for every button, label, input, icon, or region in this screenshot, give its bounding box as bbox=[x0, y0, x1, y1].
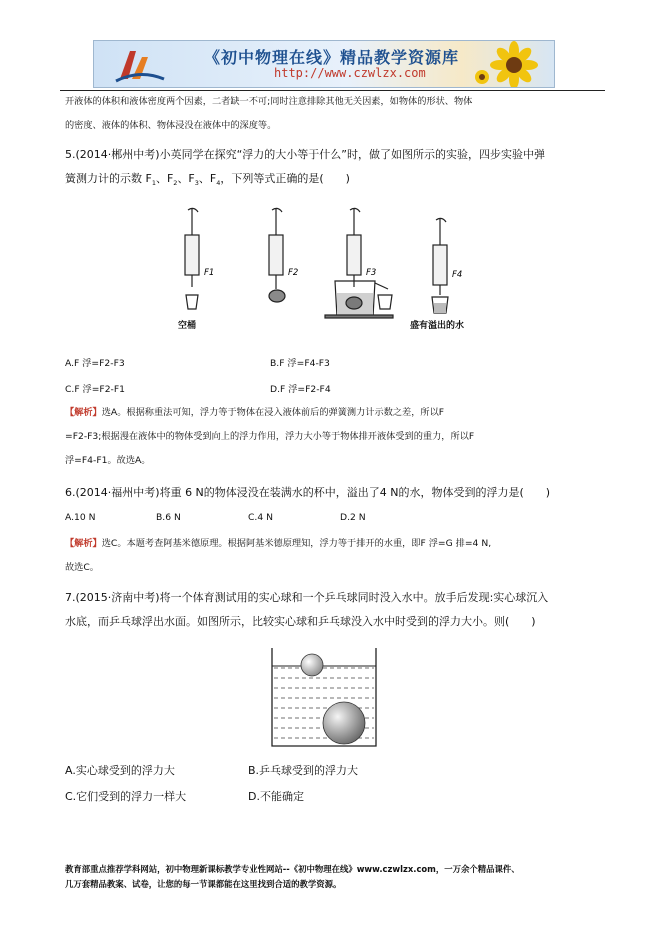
f1-label: F1 bbox=[204, 268, 215, 278]
q5-line-1: 5.(2014·郴州中考)小英同学在探究“浮力的大小等于什么”时，做了如图所示的实验，四步实验中弹 bbox=[65, 148, 545, 161]
q6-analysis-line-2: 故选C。 bbox=[65, 562, 99, 573]
q5-analysis-line-3: 浮=F4-F1。故选A。 bbox=[65, 455, 151, 466]
intro-line-1: 开液体的体积和液体密度两个因素，二者缺一不可;同时注意排除其他无关因素，如物体的形状、物体 bbox=[65, 96, 473, 107]
q6-option-b: B.6 N bbox=[156, 512, 181, 523]
caption-empty-bucket: 空桶 bbox=[178, 321, 197, 331]
q6-option-c: C.4 N bbox=[248, 512, 273, 523]
q6-analysis-line-1: 【解析】选C。本题考查阿基米德原理。根据阿基米德原理知，浮力等于排开的水重，即F 浮=G 排=4 N, bbox=[65, 538, 492, 549]
site-logo-icon bbox=[114, 45, 166, 83]
q5-option-b: B.F 浮=F4-F3 bbox=[270, 358, 330, 369]
q6-option-a: A.10 N bbox=[65, 512, 96, 523]
q7-option-b: B.乒乓球受到的浮力大 bbox=[248, 764, 359, 777]
q5-analysis-line-1: 【解析】选A。根据称重法可知，浮力等于物体在浸入液体前后的弹簧测力计示数之差，所以F bbox=[65, 407, 445, 418]
footer-line-2: 几万套精品教案、试卷，让您的每一节课都能在这里找到合适的教学资源。 bbox=[65, 879, 342, 889]
intro-line-2: 的密度、液体的体积、物体浸没在液体中的深度等。 bbox=[65, 120, 277, 131]
q6-line-1: 6.(2014·福州中考)将重 6 N的物体浸没在装满水的杯中，溢出了4 N的水，物体受到的浮力是( ) bbox=[65, 486, 551, 499]
header-banner bbox=[93, 40, 555, 88]
q7-option-c: C.它们受到的浮力一样大 bbox=[65, 790, 187, 803]
footer-line-1: 教育部重点推荐学科网站，初中物理新课标教学专业性网站--《初中物理在线》www.czwlzx.com，一万余个精品课件、 bbox=[65, 864, 520, 874]
q5-analysis-line-2: =F2-F3;根据漫在液体中的物体受到向上的浮力作用，浮力大小等于物体排开液体受到的重力，所以F bbox=[65, 431, 475, 442]
ping-pong-ball bbox=[301, 654, 323, 676]
q7-option-a: A.实心球受到的浮力大 bbox=[65, 764, 175, 777]
q5-line-2: 簧测力计的示数 $F_1$、$F_2$、$F_3$、$F_4$，下列等式正确的是( ) bbox=[65, 172, 350, 188]
f3-label: F3 bbox=[366, 268, 377, 278]
q5-option-c: C.F 浮=F2-F1 bbox=[65, 384, 126, 395]
q7-line-2: 水底，而乒乓球浮出水面。如图所示，比较实心球和乒乓球没入水中时受到的浮力大小。则( ) bbox=[65, 615, 536, 628]
solid-ball bbox=[323, 702, 365, 744]
banner-title: 《初中物理在线》精品教学资源库 bbox=[204, 48, 460, 67]
sunflower-icon bbox=[474, 41, 554, 87]
q5-option-d: D.F 浮=F2-F4 bbox=[270, 384, 331, 395]
q7-beaker-figure bbox=[268, 646, 380, 750]
q5-option-a: A.F 浮=F2-F3 bbox=[65, 358, 125, 369]
banner-url: http://www.czwlzx.com bbox=[274, 66, 426, 80]
q7-option-d: D.不能确定 bbox=[248, 790, 304, 803]
f2-label: F2 bbox=[288, 268, 299, 278]
header-rule bbox=[60, 90, 605, 91]
caption-overflow-water: 盛有溢出的水 bbox=[410, 321, 465, 331]
f4-label: F4 bbox=[452, 270, 463, 280]
q6-option-d: D.2 N bbox=[340, 512, 366, 523]
q7-line-1: 7.(2015·济南中考)将一个体育测试用的实心球和一个乒乓球同时没入水中。放手后发现:实心球沉入 bbox=[65, 591, 549, 604]
